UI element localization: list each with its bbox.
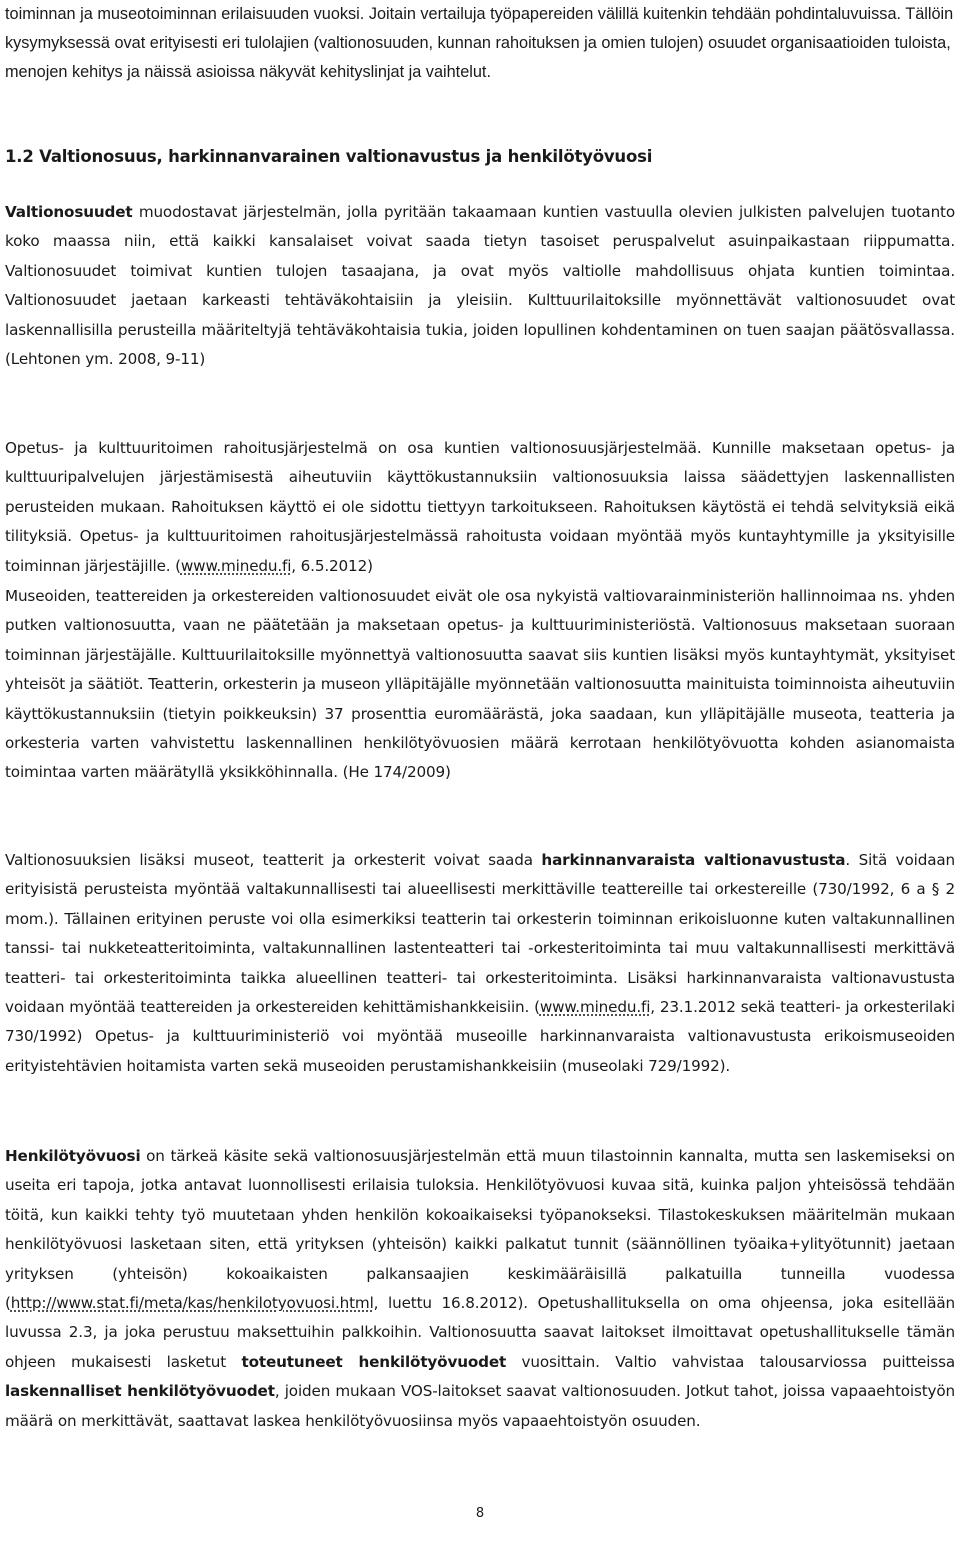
minedu-link-2[interactable]: www.minedu.fi: [539, 998, 651, 1017]
section-heading: 1.2 Valtionosuus, harkinnanvarainen valtionavustus ja henkilötyövuosi: [5, 147, 653, 166]
paragraph-text: , 6.5.2012): [291, 556, 373, 575]
paragraph-text: , 23.1.2012 sekä teatteri- ja orkesterilaki 730/1992) Opetus- ja kulttuuriministeriö voi myöntää museoille harkinnanvaraista valtionavustusta erikoismuseoiden erityistehtävien hoitamista varten sekä museoiden perustamishankkeisiin (museolaki 729/1992).: [5, 998, 955, 1075]
paragraph-henkilotyovuosi: [5, 1142, 955, 1436]
paragraph-text: Valtionosuuksien lisäksi museot, teatterit ja orkesterit voivat saada: [5, 851, 542, 869]
paragraph-museoiden-valtionosuudet: Museoiden, teattereiden ja orkestereiden valtionosuudet eivät ole osa nykyistä valtiovarainministeriön hallinnoimaa ns. yhden putken valtionosuutta, vaan ne päätetään ja maksetaan opetus- ja kulttuuriministeriöstä. Valtionosuus maksetaan suoraan toiminnan järjestäjälle. Kulttuurilaitoksille myönnettyä valtionosuutta saavat siis kuntien lisäksi myös kuntayhtymät, yksityiset yhteisöt ja säätiöt. Teatterin, orkesterin ja museon ylläpitäjälle myönnetään valtionosuutta mainituista toiminnoista aiheutuviin käyttökustannuksiin (tietyin poikkeuksin) 37 prosenttia euromäärästä, joka saadaan, kun ylläpitäjälle museota, teatteria ja orkesteria varten vahvistettu laskennallinen henkilötyövuosien määrä kerrotaan henkilötyövuotta kohden asianomaista toimintaa varten määrätyllä yksikköhinnalla. (He 174/2009): [5, 587, 955, 782]
paragraph-text: vuosittain. Valtio vahvistaa talousarviossa puitteissa: [506, 1352, 955, 1371]
minedu-link-1[interactable]: www.minedu.fi: [180, 556, 292, 575]
stat-link[interactable]: http://www.stat.fi/meta/kas/henkilotyovuosi.html: [10, 1294, 374, 1313]
term-henkilotyovuosi: Henkilötyövuosi: [5, 1147, 141, 1165]
intro-paragraph: toiminnan ja museotoiminnan erilaisuuden vuoksi. Joitain vertailuja työpapereiden välillä kuitenkin tehdään pohdintaluvuissa. Tällöin kysymyksessä ovat erityisesti eri tulolajien (valtionosuuden, kunnan rahoituksen ja omien tulojen) osuudet organisaatioiden tuloista, menojen kehitys ja näissä asioissa näkyvät kehityslinjat ja vaihtelut.: [5, 5, 954, 81]
term-harkinnanvarainen-valtionavustus: harkinnanvaraista valtionavustusta: [541, 851, 846, 869]
page-number: 8: [475, 1506, 485, 1521]
paragraph-text: , joiden mukaan VOS-laitokset saavat valtionosuuden. Jotkut tahot, joissa vapaaehtoistyön määrä on merkittävät, saattavat laskea henkilötyövuosiinsa myös vapaaehtoistyön osuuden.: [5, 1382, 955, 1430]
paragraph-rahoitusjarjestelma: [5, 434, 955, 581]
paragraph-harkinnanvarainen: [5, 846, 955, 1081]
term-laskennalliset-henkilotyovuodet: laskennalliset henkilötyövuodet: [5, 1382, 275, 1401]
paragraph-valtionosuudet: [5, 198, 955, 374]
term-valtionosuudet: Valtionosuudet: [5, 203, 133, 221]
paragraph-text: muodostavat järjestelmän, jolla pyritään takaamaan kuntien vastuulla olevien julkisten palvelujen tuotanto koko maassa niin, että kaikki kansalaiset voivat saada tietyn tasoiset peruspalvelut asuinpaikastaan riippumatta. Valtionosuudet toimivat kuntien tulojen tasaajana, ja ovat myös valtiolle mahdollisuus ohjata kuntien toimintaa. Valtionosuudet jaetaan karkeasti tehtäväkohtaisiin ja yleisiin. Kulttuurilaitoksille myönnettävät valtionosuudet ovat laskennallisilla perusteilla määriteltyjä tehtäväkohtaisia tukia, joiden lopullinen kohdentaminen on tuen saajan päätösvallassa. (Lehtonen ym. 2008, 9-11): [5, 203, 955, 369]
paragraph-text: , luettu 16.8.2012). Opetushallituksella on oma ohjeensa, joka esitellään luvussa 2.3, ja joka perustuu maksettuihin palkkoihin. Valtionosuutta saavat laitokset ilmoittavat opetushallitukselle tämän ohjeen mukaisesti lasketut: [5, 1294, 955, 1371]
document-page: [5, 0, 955, 87]
term-toteutuneet-henkilotyovuodet: toteutuneet henkilötyövuodet: [241, 1352, 507, 1371]
paragraph-text: Opetus- ja kulttuuritoimen rahoitusjärjestelmä on osa kuntien valtionosuusjärjestelmää. Kunnille maksetaan opetus- ja kulttuuripalvelujen järjestämisestä aiheutuviin käyttökustannuksiin valtionosuuksia laissa säädettyjen laskennallisten perusteiden mukaan. Rahoituksen käyttö ei ole sidottu tiettyyn tarkoitukseen. Rahoituksen käytöstä ei tehdä selvityksiä eikä tilityksiä. Opetus- ja kulttuuritoimen rahoitusjärjestelmässä rahoitusta voidaan myöntää myös kuntayhtymille ja yksityisille toiminnan järjestäjille. (: [5, 439, 955, 575]
paragraph-text: . Sitä voidaan erityisistä perusteista myöntää valtakunnallisesti tai alueellisesti merkittäville teattereille tai orkestereille (730/1992, 6 a § 2 mom.). Tällainen erityinen peruste voi olla esimerkiksi teatterin tai orkesterin toiminnan erikoisluonne kuten valtakunnallinen tanssi- tai nukketeatteritoiminta, valtakunnallinen lastenteatteri tai -orkesteritoiminta tai muu valtakunnallisesti merkittävä teatteri- tai orkesteritoiminta taikka alueellinen teatteri- tai orkesteritoiminta. Lisäksi harkinnanvaraista valtionavustusta voidaan myöntää teattereiden ja orkestereiden kehittämishankkeisiin. (: [5, 851, 955, 1017]
paragraph-text: on tärkeä käsite sekä valtionosuusjärjestelmän että muun tilastoinnin kannalta, mutta sen laskemiseksi on useita eri tapoja, jotka antavat luonnollisesti erilaisia tuloksia. Henkilötyövuosi kuvaa sitä, kuinka paljon yhteisössä tehdään töitä, kun kaikki tehty työ muutetaan yhden henkilön kokoaikaiseksi työpanokseksi. Tilastokeskuksen määritelmän mukaan henkilötyövuosi lasketaan siten, että yrityksen (yhteisön) kaikki palkatut tunnit (säännöllinen työaika+ylityötunnit) jaetaan yrityksen (yhteisön) kokoaikaisten palkansaajien keskimääräisillä palkatuilla tunneilla vuodessa (: [5, 1147, 955, 1313]
